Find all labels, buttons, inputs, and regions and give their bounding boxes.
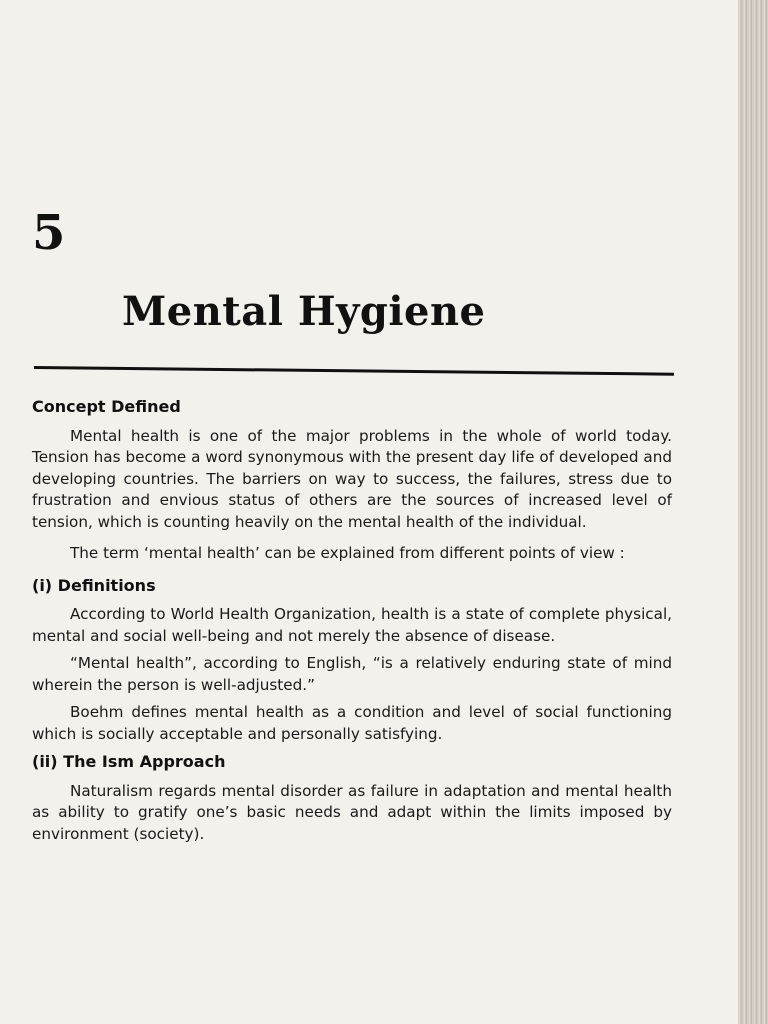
chapter-body bbox=[32, 392, 672, 855]
paragraph: Boehm defines mental health as a condition and level of social functioning which is socially acceptable and personally satisfying. bbox=[32, 703, 672, 743]
title-rule bbox=[34, 366, 674, 376]
paragraph: Naturalism regards mental disorder as failure in adaptation and mental health as ability to gratify one’s basic needs and adapt within the limits imposed by environment (society). bbox=[32, 781, 672, 843]
page-stack-edge bbox=[738, 0, 768, 1024]
section-heading-definitions: (i) Definitions bbox=[32, 575, 156, 595]
chapter-number: 5 bbox=[32, 205, 66, 261]
section-heading-concept: Concept Defined bbox=[32, 397, 181, 416]
section-heading-ism: (ii) The Ism Approach bbox=[32, 752, 226, 771]
paragraph: Mental health is one of the major problems in the whole of world today. Tension has become a word synonymous with the present day life of developed and developing countries. The barriers on way to success, the failures, stress due to frustration and envious status of others are the sources of increased level of tension, which is counting heavily on the mental health of the individual. bbox=[32, 426, 672, 531]
paragraph: According to World Health Organization, health is a state of complete physical, mental and social well-being and not merely the absence of disease. bbox=[32, 605, 672, 645]
paragraph: The term ‘mental health’ can be explained from different points of view : bbox=[70, 544, 625, 562]
chapter-title: Mental Hygiene bbox=[122, 288, 486, 335]
paragraph: “Mental health”, according to English, “is a relatively enduring state of mind wherein the person is well-adjusted.” bbox=[32, 654, 672, 694]
